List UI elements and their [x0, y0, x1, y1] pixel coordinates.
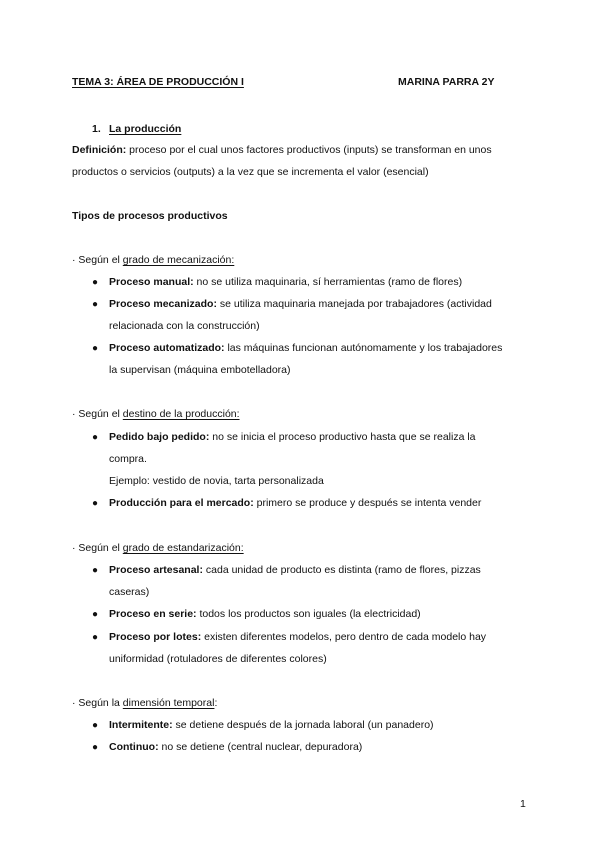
item-label: Proceso automatizado:: [109, 342, 225, 354]
list-item: [109, 431, 476, 443]
item-continuation: caseras): [109, 586, 150, 598]
bullet-icon: ●: [92, 498, 99, 509]
item-text: primero se produce y después se intenta vender: [253, 497, 482, 509]
bullet-icon: ●: [92, 343, 99, 354]
item-example: Ejemplo: vestido de novia, tarta personalizada: [109, 475, 324, 487]
list-item: [109, 564, 481, 576]
page-number: 1: [520, 798, 526, 810]
list-item: [109, 497, 481, 509]
bullet-icon: ●: [92, 632, 99, 643]
document-title: TEMA 3: ÁREA DE PRODUCCIÓN I: [72, 76, 244, 88]
list-item: [109, 608, 421, 620]
bullet-icon: ●: [92, 277, 99, 288]
item-text: no se detiene (central nuclear, depuradora): [158, 741, 363, 753]
group-criterion: grado de mecanización:: [122, 254, 235, 266]
list-item: [109, 741, 362, 753]
definition-line-1: [72, 144, 492, 156]
item-label: Proceso artesanal:: [109, 564, 203, 576]
item-label: Intermitente:: [109, 719, 173, 731]
group-suffix: :: [214, 697, 218, 709]
definition-text-1: proceso por el cual unos factores productivos (inputs) se transforman en unos: [126, 144, 492, 156]
item-text: no se inicia el proceso productivo hasta que se realiza la: [209, 431, 476, 443]
group-prefix: · Según el: [72, 408, 123, 420]
group-criterion: grado de estandarización:: [122, 542, 244, 554]
item-continuation: compra.: [109, 453, 147, 465]
bullet-icon: ●: [92, 565, 99, 576]
item-text: existen diferentes modelos, pero dentro de cada modelo hay: [201, 631, 487, 643]
section-number: 1.: [92, 123, 101, 135]
item-text: se detiene después de la jornada laboral (un panadero): [172, 719, 434, 731]
bullet-icon: ●: [92, 432, 99, 443]
group-criterion: destino de la producción:: [122, 408, 240, 420]
list-item: [109, 298, 492, 310]
section-heading: La producción: [109, 123, 182, 135]
group-heading-mecanizacion: [72, 254, 234, 266]
list-item: [109, 342, 502, 354]
item-label: Continuo:: [109, 741, 159, 753]
item-text: las máquinas funcionan autónomamente y los trabajadores: [224, 342, 503, 354]
item-text: no se utiliza maquinaria, sí herramientas (ramo de flores): [193, 276, 463, 288]
group-heading-estandarizacion: [72, 542, 244, 554]
definition-line-2: productos o servicios (outputs) a la vez que se incrementa el valor (esencial): [72, 166, 429, 178]
list-item: [109, 719, 434, 731]
bullet-icon: ●: [92, 720, 99, 731]
types-heading: Tipos de procesos productivos: [72, 210, 228, 222]
group-criterion: dimensión temporal: [122, 697, 215, 709]
group-heading-temporal: [72, 697, 217, 709]
item-label: Producción para el mercado:: [109, 497, 254, 509]
item-continuation: la supervisan (máquina embotelladora): [109, 364, 291, 376]
group-prefix: · Según la: [72, 697, 123, 709]
item-text: se utiliza maquinaria manejada por trabajadores (actividad: [216, 298, 492, 310]
item-text: todos los productos son iguales (la electricidad): [196, 608, 421, 620]
definition-label: Definición:: [72, 144, 127, 156]
item-text: cada unidad de producto es distinta (ramo de flores, pizzas: [202, 564, 481, 576]
item-continuation: uniformidad (rotuladores de diferentes colores): [109, 653, 327, 665]
group-prefix: · Según el: [72, 542, 123, 554]
list-item: [109, 276, 462, 288]
item-label: Proceso por lotes:: [109, 631, 202, 643]
bullet-icon: ●: [92, 609, 99, 620]
item-continuation: relacionada con la construcción): [109, 320, 260, 332]
group-prefix: · Según el: [72, 254, 123, 266]
item-label: Proceso manual:: [109, 276, 194, 288]
item-label: Proceso en serie:: [109, 608, 197, 620]
group-heading-destino: [72, 408, 240, 420]
item-label: Pedido bajo pedido:: [109, 431, 210, 443]
item-label: Proceso mecanizado:: [109, 298, 217, 310]
list-item: [109, 631, 486, 643]
author-name: MARINA PARRA 2Y: [398, 76, 495, 88]
bullet-icon: ●: [92, 299, 99, 310]
bullet-icon: ●: [92, 742, 99, 753]
